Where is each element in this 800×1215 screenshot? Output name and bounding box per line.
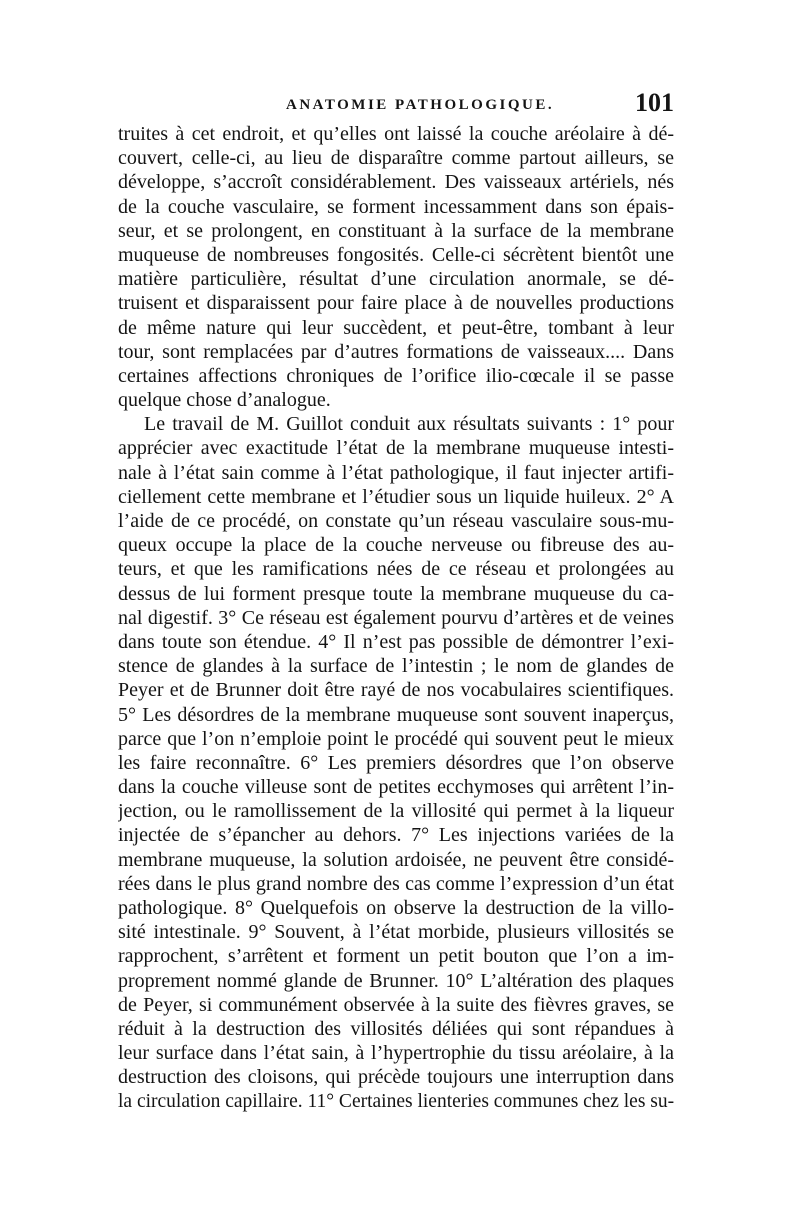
text-line: matière particulière, résultat d’une circulation anormale, se dé- <box>118 268 674 291</box>
text-line: la circulation capillaire. 11° Certaines lienteries communes chez les su- <box>118 1090 674 1112</box>
paragraph-start-line: Le travail de M. Guillot conduit aux résultats suivants : 1° pour <box>144 413 674 436</box>
page-number: 101 <box>635 88 674 117</box>
text-line: teurs, et que les ramifications nées de ce réseau et prolongées au <box>118 558 674 581</box>
text-line: de même nature qui leur succèdent, et peut-être, tombant à leur <box>118 316 674 339</box>
page-header <box>118 88 674 123</box>
text-line: parce que l’on n’emploie point le procédé qui souvent peut le mieux <box>118 727 674 750</box>
text-line: leur surface dans l’état sain, à l’hypertrophie du tissu aréolaire, à la <box>118 1042 674 1065</box>
text-line: développe, s’accroît considérablement. Des vaisseaux artériels, nés <box>118 171 674 194</box>
text-line: membrane muqueuse, la solution ardoisée, ne peuvent être considé- <box>118 848 674 871</box>
text-line: stence de glandes à la surface de l’intestin ; le nom de glandes de <box>118 655 674 678</box>
text-line: réduit à la destruction des villosités déliées qui sont répandues à <box>118 1017 674 1040</box>
text-line: jection, ou le ramollissement de la villosité qui permet à la liqueur <box>118 800 674 823</box>
text-line: truites à cet endroit, et qu’elles ont laissé la couche aréolaire à dé- <box>118 123 674 145</box>
text-line: destruction des cloisons, qui précède toujours une interruption dans <box>118 1066 674 1089</box>
text-line: rapprochent, s’arrêtent et forment un petit bouton que l’on a im- <box>118 945 674 968</box>
text-line: truisent et disparaissent pour faire place à de nouvelles productions <box>118 292 674 315</box>
text-line: les faire reconnaître. 6° Les premiers désordres que l’on observe <box>118 751 674 774</box>
paragraph-end-line: quelque chose d’analogue. <box>118 389 331 412</box>
text-line: dans la couche villeuse sont de petites ecchymoses qui arrêtent l’in- <box>118 776 674 799</box>
text-line: rées dans le plus grand nombre des cas comme l’expression d’un état <box>118 872 674 895</box>
text-line: nale à l’état sain comme à l’état pathologique, il faut injecter artifi- <box>118 461 674 484</box>
text-line: apprécier avec exactitude l’état de la membrane muqueuse intesti- <box>118 437 674 460</box>
text-line: de Peyer, si communément observée à la suite des fièvres graves, se <box>118 993 674 1016</box>
running-head: ANATOMIE PATHOLOGIQUE. <box>286 97 555 113</box>
text-line: de la couche vasculaire, se forment incessamment dans son épais- <box>118 195 674 218</box>
text-line: ciellement cette membrane et l’étudier sous un liquide huileux. 2° A <box>118 485 674 508</box>
text-line: Peyer et de Brunner doit être rayé de nos vocabulaires scientifiques. <box>118 679 674 702</box>
text-line: pathologique. 8° Quelquefois on observe la destruction de la villo- <box>118 897 674 919</box>
body-text <box>118 122 674 1114</box>
text-line: queux occupe la place de la couche nerveuse ou fibreuse des au- <box>118 534 674 557</box>
text-line: dans toute son étendue. 4° Il n’est pas possible de démontrer l’exi- <box>118 630 674 653</box>
text-line: dessus de lui forment presque toute la membrane muqueuse du ca- <box>118 582 674 605</box>
text-line: certaines affections chroniques de l’orifice ilio-cœcale il se passe <box>118 364 674 387</box>
text-line: proprement nommé glande de Brunner. 10° L’altération des plaques <box>118 969 674 992</box>
text-line: couvert, celle-ci, au lieu de disparaître comme partout ailleurs, se <box>118 147 674 170</box>
text-line: muqueuse de nombreuses fongosités. Celle-ci sécrètent bientôt une <box>118 243 674 266</box>
text-line: sité intestinale. 9° Souvent, à l’état morbide, plusieurs villosités se <box>118 921 674 944</box>
text-line: nal digestif. 3° Ce réseau est également pourvu d’artères et de veines <box>118 606 674 629</box>
text-line: tour, sont remplacées par d’autres formations de vaisseaux.... Dans <box>118 340 674 363</box>
text-line: 5° Les désordres de la membrane muqueuse sont souvent inaperçus, <box>118 703 674 726</box>
text-line: l’aide de ce procédé, on constate qu’un réseau vasculaire sous-mu- <box>118 510 674 532</box>
text-line: seur, et se prolongent, en constituant à la surface de la membrane <box>118 219 674 242</box>
text-line: injectée de s’épancher au dehors. 7° Les injections variées de la <box>118 824 674 847</box>
